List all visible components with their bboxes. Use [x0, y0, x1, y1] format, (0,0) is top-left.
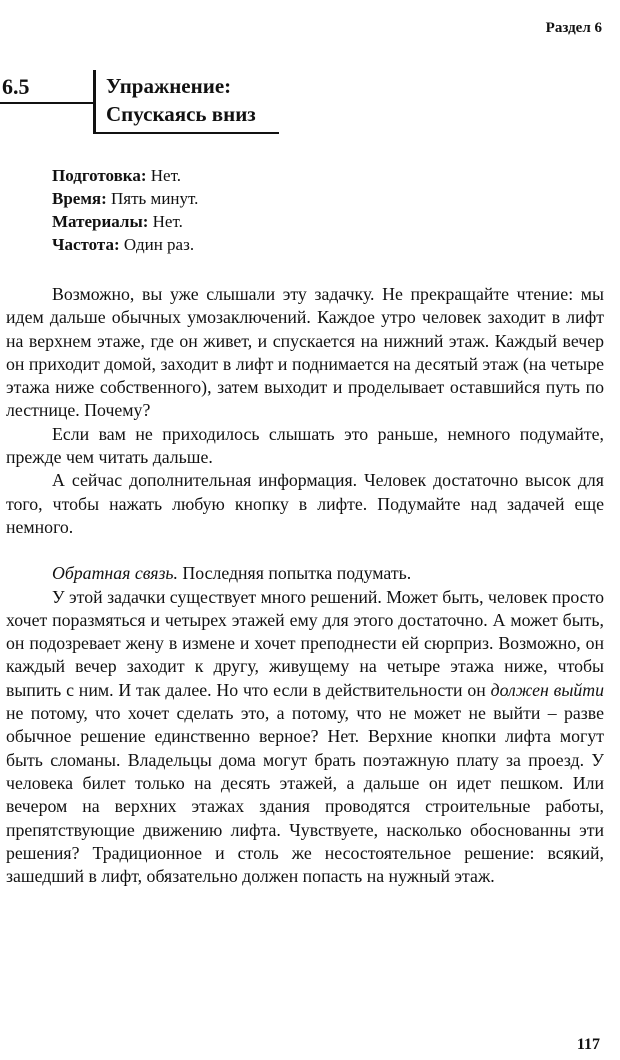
- feedback-text: Последняя попытка подумать.: [177, 563, 412, 584]
- meta-frequency-value: Один раз.: [119, 235, 195, 254]
- paragraph-3: А сейчас дополнительная информация. Человек достаточно высок для того, чтобы нажать любую кнопку в лифте. Подумайте над задачей еще немного.: [6, 470, 604, 537]
- exercise-title-line1: Упражнение:: [106, 74, 232, 98]
- meta-materials-label: Материалы:: [52, 212, 149, 231]
- body-text: [6, 283, 604, 888]
- meta-preparation-label: Подготовка:: [52, 166, 147, 185]
- heading-divider: [93, 70, 96, 134]
- heading-bottom-rule: [93, 132, 279, 134]
- page-number: 117: [576, 1036, 600, 1053]
- meta-frequency-label: Частота:: [52, 235, 120, 254]
- paragraph-5-emphasis: должен выйти: [490, 679, 605, 700]
- meta-preparation-value: Нет.: [146, 166, 181, 185]
- exercise-title: [106, 72, 256, 128]
- paragraph-5: [6, 586, 604, 889]
- paragraph-5-part2: не потому, что хочет сделать это, а потому, что не может не выйти – разве обычное решение единственно верное? Нет. Верхние кнопки лифта могут быть сломаны. Владельцы дома могут брать поэтажную плату за проезд. У человека билет только на десять этажей, а дальше он идет пешком. Или вечером на верхних этажах здания проводятся строительные работы, препятствующие движению лифта. Чувствуете, насколько обоснованны эти решения? Традиционное и столь же несостоятельное решение: всякий, зашедший в лифт, обязательно должен попасть на нужный этаж.: [6, 703, 604, 887]
- exercise-heading: [0, 66, 300, 136]
- paragraph-2: Если вам не приходилось слышать это раньше, немного подумайте, прежде чем читать дальше.: [6, 423, 604, 468]
- exercise-number: 6.5: [2, 74, 30, 99]
- exercise-title-line2: Спускаясь вниз: [106, 102, 256, 126]
- meta-materials-value: Нет.: [148, 212, 183, 231]
- meta-preparation: [52, 164, 198, 187]
- section-label: Раздел 6: [545, 20, 602, 36]
- meta-time: [52, 187, 198, 210]
- paragraph-feedback: [6, 562, 604, 585]
- meta-time-label: Время:: [52, 189, 107, 208]
- heading-underline: [0, 102, 93, 104]
- paragraph-1: Возможно, вы уже слышали эту задачку. Не прекращайте чтение: мы идем дальше обычных умозаключений. Каждое утро человек заходит в лифт на верхнем этаже, где он живет, и спускается на нижний этаж. Каждый вечер он приходит домой, заходит в лифт и поднимается на десятый этаж (на четыре этажа ниже собственного), затем выходит и проделывает оставшийся путь по лестнице. Почему?: [6, 284, 604, 421]
- meta-time-value: Пять минут.: [106, 189, 199, 208]
- exercise-meta: [52, 164, 198, 256]
- meta-frequency: [52, 233, 198, 256]
- meta-materials: [52, 210, 198, 233]
- paragraph-5-part1: У этой задачки существует много решений. Может быть, человек просто хочет поразмяться и четырех этажей ему для этого достаточно. А может быть, он подозревает жену в измене и хочет преподнести ей сюрприз. Возможно, он каждый вечер заходит к другу, живущему на четыре этажа ниже, чтобы выпить с ним. И так далее. Но что если в действительности он: [6, 586, 604, 700]
- feedback-label: Обратная связь.: [52, 563, 178, 584]
